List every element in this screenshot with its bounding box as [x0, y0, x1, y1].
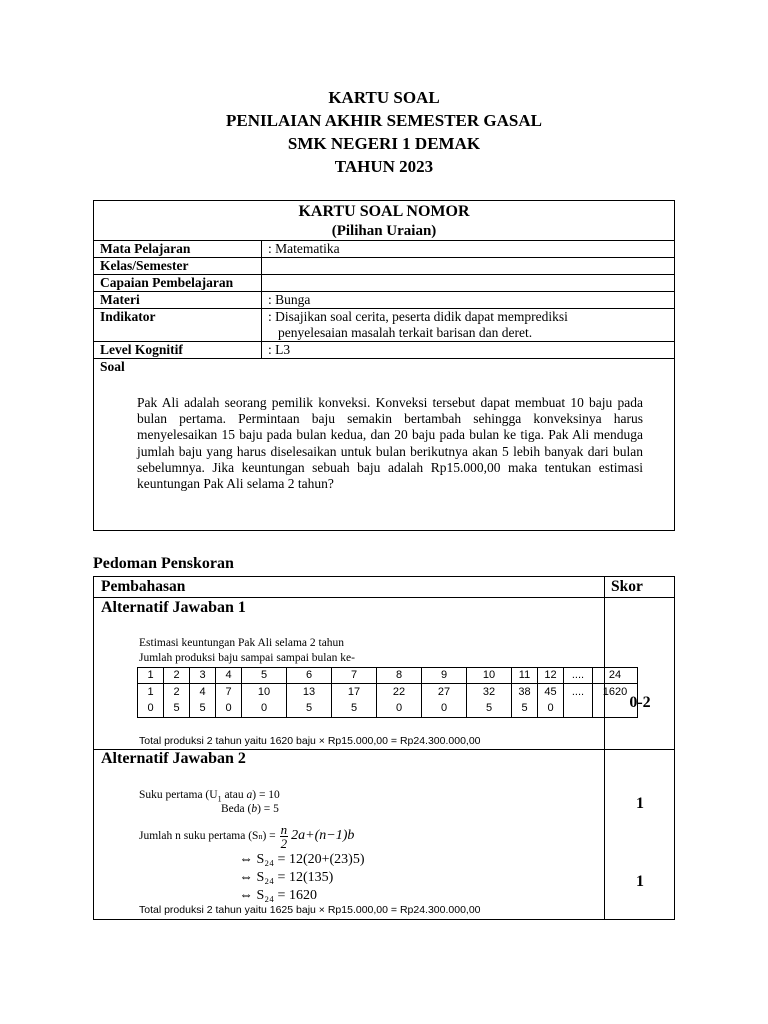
info-label: Level Kognitif: [94, 342, 262, 359]
question-card: [93, 200, 675, 531]
alt1-title: Alternatif Jawaban 1: [101, 599, 246, 616]
value-cell: 4 5: [190, 684, 216, 718]
value-cell: 17 5: [332, 684, 377, 718]
header-title: KARTU SOAL: [328, 88, 440, 107]
card-subtitle: (Pilihan Uraian): [331, 223, 437, 239]
info-value: [262, 309, 675, 342]
month-cell: 1: [138, 668, 164, 684]
alt2-score-1: 1: [636, 795, 644, 812]
document-header: [0, 86, 768, 178]
info-row: [94, 292, 674, 309]
info-value: : Bunga: [262, 292, 675, 309]
info-label: Mata Pelajaran: [94, 241, 262, 258]
info-row: [94, 275, 674, 292]
info-value: : L3: [262, 342, 675, 359]
value-cell: 10 0: [242, 684, 287, 718]
info-label: Materi: [94, 292, 262, 309]
value-cell: 7 0: [216, 684, 242, 718]
value-cell: 1620: [593, 684, 638, 718]
month-cell: 11: [512, 668, 538, 684]
month-cell: 12: [538, 668, 564, 684]
month-cell: 10: [467, 668, 512, 684]
month-cell: 9: [422, 668, 467, 684]
alt2-title: Alternatif Jawaban 2: [101, 750, 246, 767]
scoring-table: [93, 576, 675, 920]
fraction: $\frac{n}{2}$: [280, 821, 288, 851]
info-label: Indikator: [94, 309, 262, 342]
month-cell: 24: [593, 668, 638, 684]
alt1-total: Total produksi 2 tahun yaitu 1620 baju × Rp15.000,00 = Rp24.300.000,00: [139, 735, 481, 747]
header-school: SMK NEGERI 1 DEMAK: [287, 134, 481, 153]
card-title: KARTU SOAL NOMOR: [298, 203, 470, 220]
step2: ⇔ S₂₄ = 12(135): [239, 870, 334, 885]
value-cell: 45 0: [538, 684, 564, 718]
col-pembahasan: Pembahasan: [101, 578, 186, 595]
info-row: [94, 309, 674, 342]
info-value: [262, 275, 675, 292]
value-cell: 1 0: [138, 684, 164, 718]
step1: ⇔ S₂₄ = 12(20+(23)5): [239, 852, 365, 867]
month-cell: 7: [332, 668, 377, 684]
month-cell: ....: [564, 668, 593, 684]
alt2-score-2: 1: [636, 873, 644, 890]
alt1-line1: Estimasi keuntungan Pak Ali selama 2 tahun: [139, 637, 345, 649]
alt2-total: Total produksi 2 tahun yaitu 1625 baju × Rp15.000,00 = Rp24.300.000,00: [139, 904, 481, 916]
info-label: Capaian Pembelajaran: [94, 275, 262, 292]
alt1-line2: Jumlah produksi baju sampai sampai bulan ke-: [139, 652, 355, 664]
beda: Beda (b) = 5: [221, 803, 279, 815]
jumlah-formula: Jumlah n suku pertama (S n ) = $\frac{n}{2}$ 2a+(n−1)b: [139, 821, 355, 851]
soal-text: Pak Ali adalah seorang pemilik konveksi. Konveksi tersebut dapat membuat 10 baju pada bulan pertama. Permintaan baju semakin bertambah sehingga konveksinya harus menyelesaikan 15 baju pada bulan kedua, dan 20 baju pada bulan ke tiga. Pak Ali menduga jumlah baju yang harus diselesaikan untuk bulan berikutnya akan 5 lebih banyak dari bulan sebelumnya. Jika keuntungan sebuah baju adalah Rp15.000,00 maka tentukan estimasi keuntungan Pak Ali selama 2 tahun?: [137, 395, 643, 492]
info-table: [94, 240, 674, 359]
indikator-line2: penyelesaian masalah terkait barisan dan deret.: [278, 325, 533, 340]
header-exam: PENILAIAN AKHIR SEMESTER GASAL: [226, 111, 542, 130]
value-cell: 38 5: [512, 684, 538, 718]
value-cell: 13 5: [287, 684, 332, 718]
info-label: Kelas/Semester: [94, 258, 262, 275]
info-row: [94, 241, 674, 258]
row-divider: [94, 597, 674, 598]
month-cell: 2: [164, 668, 190, 684]
month-cell: 5: [242, 668, 287, 684]
alt1-score: 0-2: [629, 694, 651, 711]
column-divider: [604, 577, 605, 919]
pedoman-title: Pedoman Penskoran: [93, 555, 234, 572]
value-cell: 27 0: [422, 684, 467, 718]
col-skor: Skor: [611, 578, 643, 595]
month-cell: 8: [377, 668, 422, 684]
month-cell: 4: [216, 668, 242, 684]
value-cell: ....: [564, 684, 593, 718]
info-row: [94, 258, 674, 275]
info-value: [262, 258, 675, 275]
indikator-line1: : Disajikan soal cerita, peserta didik dapat memprediksi: [268, 309, 568, 324]
info-row: [94, 342, 674, 359]
month-cell: 6: [287, 668, 332, 684]
step3: ⇔ S₂₄ = 1620: [239, 888, 317, 903]
soal-label: Soal: [100, 359, 125, 374]
month-row: [138, 668, 638, 684]
info-value: : Matematika: [262, 241, 675, 258]
value-cell: 22 0: [377, 684, 422, 718]
suku-pertama: Suku pertama ($U_1$ atau a) = 10: [139, 789, 280, 804]
header-year: TAHUN 2023: [334, 157, 434, 176]
month-cell: 3: [190, 668, 216, 684]
value-cell: 32 5: [467, 684, 512, 718]
value-cell: 2 5: [164, 684, 190, 718]
production-table: [137, 667, 638, 718]
value-row: [138, 684, 638, 718]
